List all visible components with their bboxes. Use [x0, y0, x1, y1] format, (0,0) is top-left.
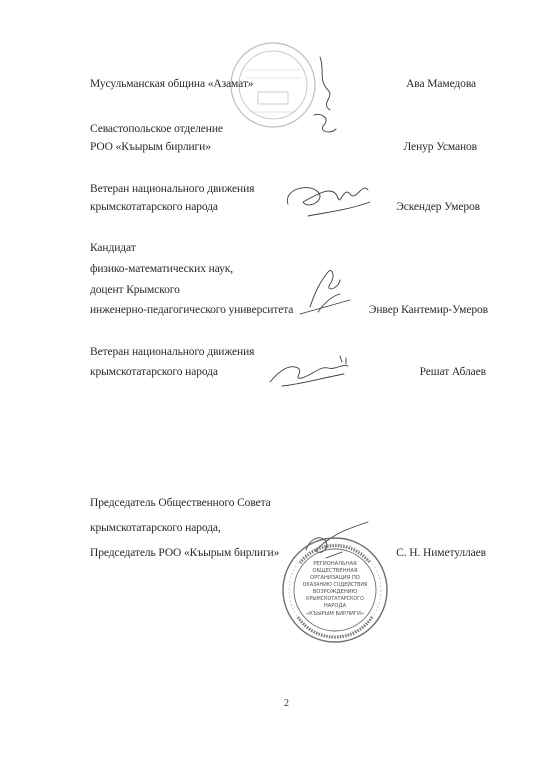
signatory-1-org-line-1: Мусульманская община «Азамат»: [90, 78, 254, 90]
signatory-3-org-line-1: Ветеран национального движения: [90, 183, 255, 195]
svg-text:ВОЗРОЖДЕНИЮ: ВОЗРОЖДЕНИЮ: [312, 589, 358, 595]
signatory-3-org-line-2: крымскотатарского народа: [90, 201, 218, 213]
stamp-inner-text: [303, 561, 368, 617]
signature-2-icon: [278, 172, 378, 222]
signatory-5-name: Решат Аблаев: [419, 366, 486, 378]
signatory-3-name: Эскендер Умеров: [396, 201, 480, 213]
signature-1-icon: [300, 55, 350, 145]
svg-text:НАРОДА: НАРОДА: [323, 603, 347, 609]
signatory-2-org-line-1: Севастопольское отделение: [90, 123, 223, 135]
signatory-2-org-line-2: РОО «Къырым бирлиги»: [90, 141, 211, 153]
chairman-line-3: Председатель РОО «Къырым бирлиги»: [90, 547, 280, 559]
chairman-line-1: Председатель Общественного Совета: [90, 497, 271, 509]
signatory-4-name: Энвер Кантемир-Умеров: [368, 304, 488, 316]
signatory-4-org-line-4: инженерно-педагогического университета: [90, 304, 294, 316]
svg-text:ОБЩЕСТВЕННАЯ: ОБЩЕСТВЕННАЯ: [312, 568, 358, 574]
signatory-4-org-line-1: Кандидат: [90, 242, 136, 254]
signatory-4-org-line-3: доцент Крымского: [90, 284, 180, 296]
svg-text:ОКАЗАНИЮ СОДЕЙСТВИЯ: ОКАЗАНИЮ СОДЕЙСТВИЯ: [302, 583, 368, 588]
svg-text:ОРГАНИЗАЦИЯ ПО: ОРГАНИЗАЦИЯ ПО: [310, 575, 360, 581]
signatory-5-org-line-1: Ветеран национального движения: [90, 346, 255, 358]
svg-text:РЕГИОНАЛЬНАЯ: РЕГИОНАЛЬНАЯ: [313, 561, 357, 567]
signatory-4-org-line-2: физико-математических наук,: [90, 263, 234, 275]
signatory-5-org-line-2: крымскотатарского народа: [90, 366, 218, 378]
page-number: 2: [284, 698, 289, 709]
svg-text:«КЪЫРЫМ БИРЛИГИ»: «КЪЫРЫМ БИРЛИГИ»: [305, 611, 365, 617]
chairman-line-2: крымскотатарского народа,: [90, 522, 221, 534]
signature-4-icon: [262, 352, 357, 392]
signature-3-icon: [290, 262, 360, 322]
signatory-2-name: Ленур Усманов: [403, 141, 477, 153]
svg-text:КРЫМСКОТАТАРСКОГО: КРЫМСКОТАТАРСКОГО: [306, 597, 364, 602]
signatory-1-name: Ава Мамедова: [406, 78, 476, 90]
chairman-name: С. Н. Ниметуллаев: [396, 547, 486, 559]
official-seal-icon: [280, 535, 390, 645]
